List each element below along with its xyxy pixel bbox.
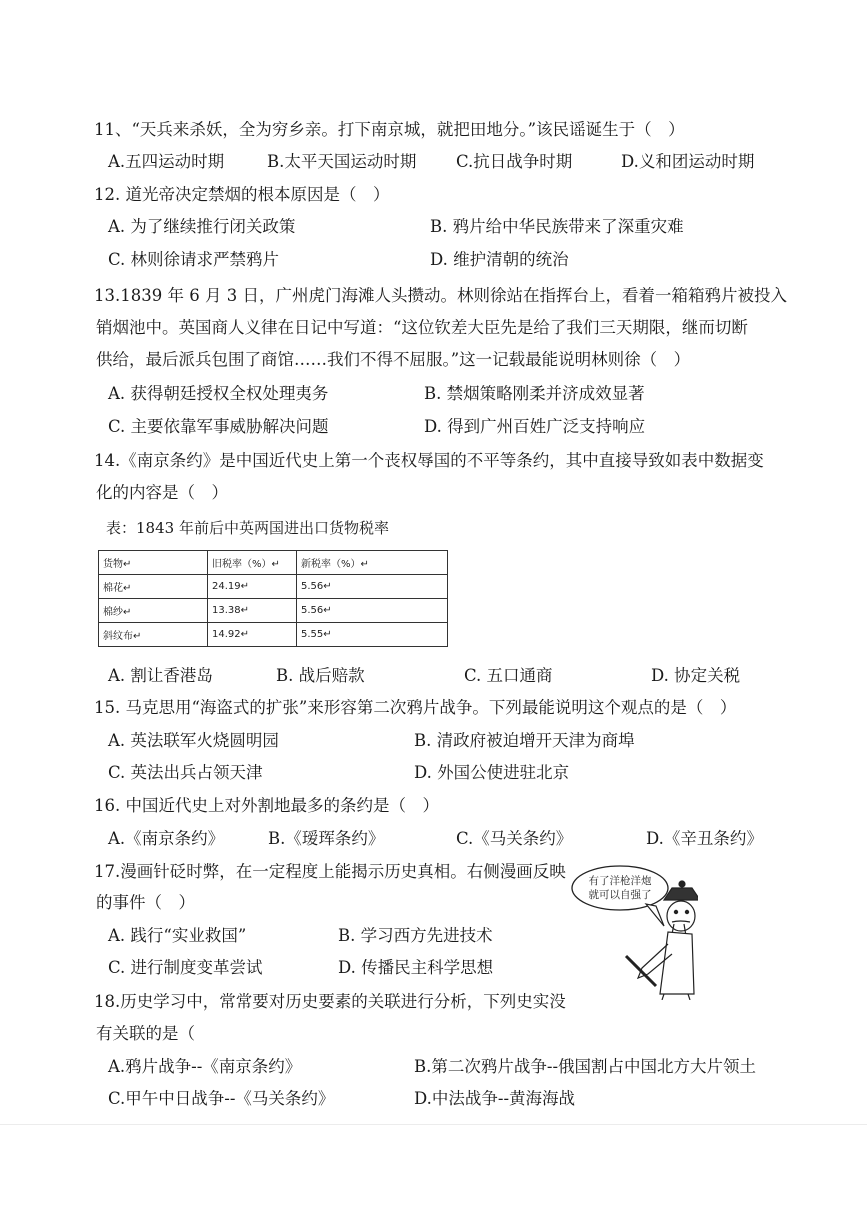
q11-option-b: B.太平天国运动时期 xyxy=(267,152,417,171)
q12-option-a: A. 为了继续推行闭关政策 xyxy=(108,217,296,236)
table-cell: 棉花↵ xyxy=(99,575,208,599)
q16-option-c: C.《马关条约》 xyxy=(456,829,573,848)
q15-option-c: C. 英法出兵占领天津 xyxy=(108,763,263,782)
question-14-line-1: 14.《南京条约》是中国近代史上第一个丧权辱国的不平等条约，其中直接导致如表中数据变 xyxy=(94,451,764,470)
table-cell: 斜纹布↵ xyxy=(99,623,208,647)
question-17-line-1: 17.漫画针砭时弊，在一定程度上能揭示历史真相。右侧漫画反映 xyxy=(94,862,566,881)
q18-option-d: D.中法战争--黄海海战 xyxy=(414,1089,576,1108)
page-fold-line xyxy=(0,1124,867,1125)
table-cell: 5.56↵ xyxy=(297,575,448,599)
q16-option-d: D.《辛丑条约》 xyxy=(646,829,763,848)
official-robe xyxy=(660,932,694,994)
table-row xyxy=(99,623,448,647)
q14-option-a: A. 割让香港岛 xyxy=(108,666,213,685)
table-header-row xyxy=(99,551,448,575)
q12-option-b: B. 鸦片给中华民族带来了深重灾难 xyxy=(430,217,684,236)
table-row xyxy=(99,575,448,599)
official-head xyxy=(667,901,695,931)
tax-rate-table xyxy=(98,550,448,647)
q15-option-a: A. 英法联军火烧圆明园 xyxy=(108,731,279,750)
q17-option-b: B. 学习西方先进技术 xyxy=(338,926,493,945)
q14-option-c: C. 五口通商 xyxy=(464,666,553,685)
table-cell: 5.55↵ xyxy=(297,623,448,647)
speech-bubble-tail xyxy=(646,904,664,926)
speech-bubble xyxy=(572,866,668,910)
table-row xyxy=(99,599,448,623)
q16-option-b: B.《瑷珲条约》 xyxy=(268,829,385,848)
question-11-stem: 11、“天兵来杀妖，全为穷乡亲。打下南京城，就把田地分。”该民谣诞生于（ ） xyxy=(94,120,685,139)
q13-option-b: B. 禁烟策略刚柔并济成效显著 xyxy=(424,384,645,403)
q11-option-a: A.五四运动时期 xyxy=(108,152,225,171)
question-12-stem: 12. 道光帝决定禁烟的根本原因是（ ） xyxy=(94,185,390,204)
question-15-stem: 15. 马克思用“海盗式的扩张”来形容第二次鸦片战争。下列最能说明这个观点的是（ ） xyxy=(94,698,737,717)
q17-option-a: A. 践行“实业救国” xyxy=(108,926,247,945)
q15-option-b: B. 清政府被迫增开天津为商埠 xyxy=(414,731,635,750)
bubble-text-line-2: 就可以自强了 xyxy=(588,889,652,901)
q18-option-b: B.第二次鸦片战争--俄国割占中国北方大片领土 xyxy=(414,1057,757,1076)
table-cell: 棉纱↵ xyxy=(99,599,208,623)
q14-option-b: B. 战后赔款 xyxy=(276,666,365,685)
official-hat xyxy=(664,888,698,900)
q17-option-d: D. 传播民主科学思想 xyxy=(338,958,494,977)
question-13-line-1: 13.1839 年 6 月 3 日，广州虎门海滩人头攒动。林则徐站在指挥台上，看着一箱箱鸦片被投入 xyxy=(94,286,787,305)
q13-option-d: D. 得到广州百姓广泛支持响应 xyxy=(424,417,646,436)
table-cell: 13.38↵ xyxy=(208,599,297,623)
cartoon-illustration xyxy=(568,860,698,1000)
table-header-cell: 货物↵ xyxy=(99,551,208,575)
q12-option-d: D. 维护清朝的统治 xyxy=(430,250,569,269)
q18-option-a: A.鸦片战争--《南京条约》 xyxy=(108,1057,302,1076)
question-17-line-2: 的事件（ ） xyxy=(96,893,195,912)
table-caption: 表：1843 年前后中英两国进出口货物税率 xyxy=(106,519,389,537)
table-cell: 14.92↵ xyxy=(208,623,297,647)
q17-option-c: C. 进行制度变革尝试 xyxy=(108,958,263,977)
q14-option-d: D. 协定关税 xyxy=(651,666,741,685)
table-header-cell: 旧税率（%）↵ xyxy=(208,551,297,575)
question-18-line-2: 有关联的是（ xyxy=(96,1024,195,1043)
q11-option-d: D.义和团运动时期 xyxy=(621,152,755,171)
q16-option-a: A.《南京条约》 xyxy=(108,829,225,848)
table-cell: 24.19↵ xyxy=(208,575,297,599)
question-16-stem: 16. 中国近代史上对外割地最多的条约是（ ） xyxy=(94,796,439,815)
q13-option-c: C. 主要依靠军事威胁解决问题 xyxy=(108,417,329,436)
q11-option-c: C.抗日战争时期 xyxy=(456,152,573,171)
bubble-text-line-1: 有了洋枪洋炮 xyxy=(588,875,652,887)
question-13-line-2: 销烟池中。英国商人义律在日记中写道：“这位钦差大臣先是给了我们三天期限，继而切断 xyxy=(96,318,748,337)
hat-bead xyxy=(679,881,685,887)
question-18-line-1: 18.历史学习中，常常要对历史要素的关联进行分析，下列史实没 xyxy=(94,992,566,1011)
q12-option-c: C. 林则徐请求严禁鸦片 xyxy=(108,250,280,269)
table-header-cell: 新税率（%）↵ xyxy=(297,551,448,575)
question-14-line-2: 化的内容是（ ） xyxy=(96,483,228,502)
table-cell: 5.56↵ xyxy=(297,599,448,623)
q13-option-a: A. 获得朝廷授权全权处理夷务 xyxy=(108,384,329,403)
question-13-line-3: 供给，最后派兵包围了商馆……我们不得不屈服。”这一记载最能说明林则徐（ ） xyxy=(96,350,691,369)
q15-option-d: D. 外国公使进驻北京 xyxy=(414,763,570,782)
q18-option-c: C.甲午中日战争--《马关条约》 xyxy=(108,1089,335,1108)
